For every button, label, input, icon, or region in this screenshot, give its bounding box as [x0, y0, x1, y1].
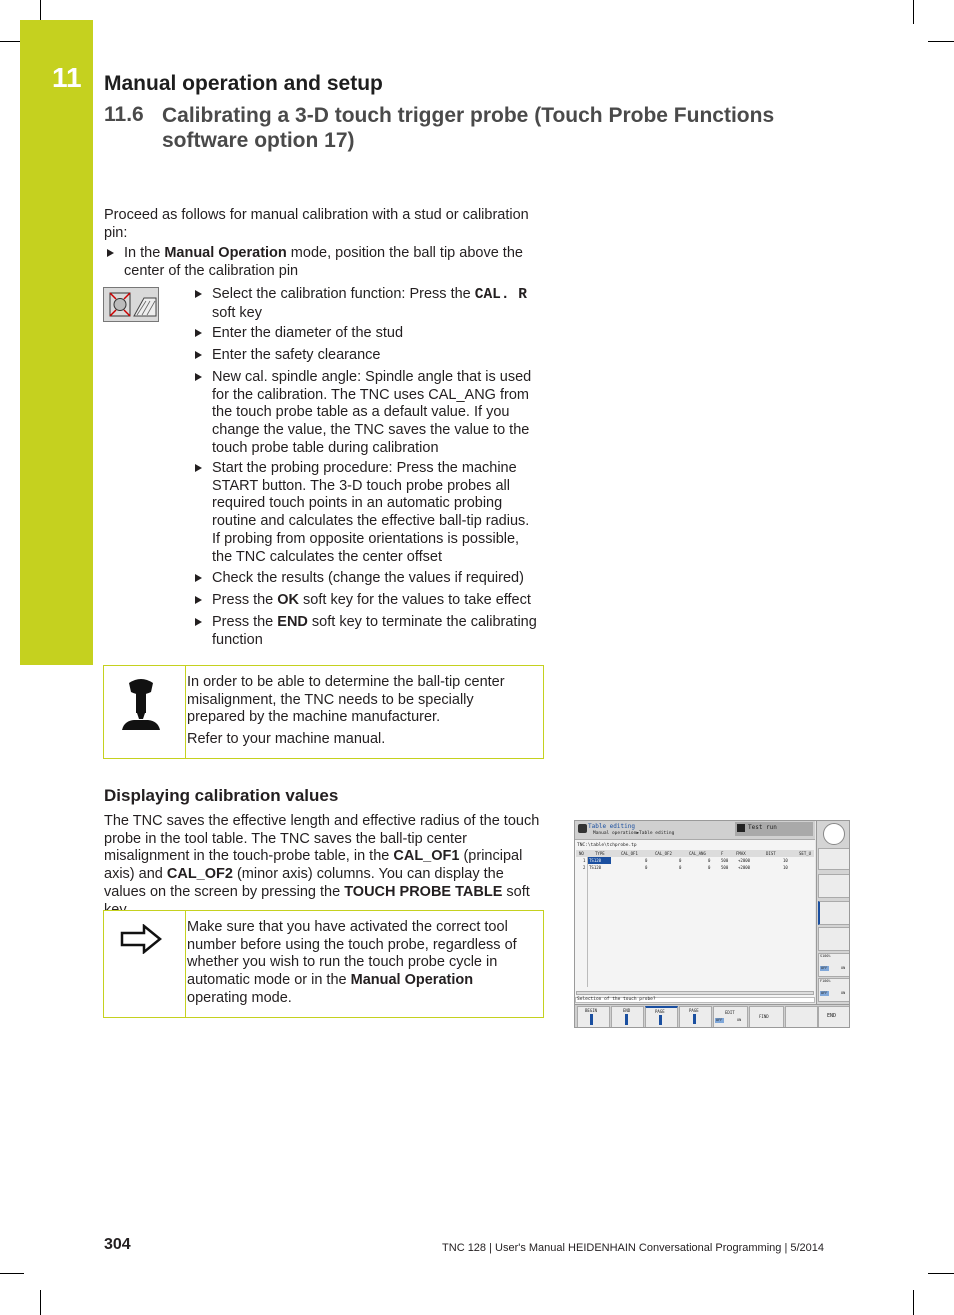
softkey-label: END [827, 1013, 837, 1019]
table-cell: 10 [783, 858, 788, 863]
crop-mark [913, 1290, 914, 1315]
col-header: CAL_ANG [689, 851, 706, 856]
table-cell: 0 [679, 865, 682, 870]
column-divider [587, 857, 588, 987]
chapter-number: 11 [52, 62, 82, 93]
col-header: NO [579, 851, 584, 856]
table-cell: 1 [583, 858, 586, 863]
bullet-arrow-icon [195, 373, 202, 381]
step-item: New cal. spindle angle: Spindle angle that is used for the calibration. The TNC uses CAL_ANG from the touch probe table as a default value. If you change the value, the TNC saves the value to the touch probe table during calibration [212, 369, 532, 456]
table-cell: TS120 [589, 865, 602, 870]
step-item: Press the OK soft key for the values to take effect [212, 592, 531, 608]
bullet-arrow-icon [195, 464, 202, 472]
override-off-label: OFF [821, 991, 828, 995]
col-header: TYPE [595, 851, 605, 856]
bullet-arrow-icon [195, 596, 202, 604]
col-header: DIST [766, 851, 776, 856]
table-cell: +2000 [738, 858, 751, 863]
table-scrollbar[interactable] [576, 991, 814, 995]
table-cell: 0 [708, 865, 711, 870]
edit-state-off: OFF [716, 1018, 723, 1022]
crop-mark [40, 1290, 41, 1315]
col-header: SET_U [799, 851, 812, 856]
section-number: 11.6 [104, 103, 144, 126]
override-off-label: OFF [821, 966, 828, 970]
feed-override-label: F100% [820, 979, 831, 983]
bullet-arrow-icon [195, 290, 202, 298]
screen-path: Manual operation▶Table editing [593, 831, 675, 836]
softkey-label: BEGIN [585, 1008, 598, 1013]
override-on-label: ON [841, 966, 846, 970]
arrow-down-icon [693, 1014, 696, 1024]
softkey-label: END [623, 1008, 631, 1013]
side-softkey[interactable] [818, 927, 850, 951]
softkey-label: PAGE [655, 1009, 665, 1014]
chapter-title: Manual operation and setup [104, 72, 383, 95]
table-area [575, 840, 815, 997]
cal-r-softkey-icon [103, 287, 159, 322]
right-mode: Test run [748, 824, 777, 831]
table-cell: 2 [583, 865, 586, 870]
side-softkey[interactable] [818, 901, 850, 925]
bullet-arrow-icon [107, 249, 114, 257]
softkey-label: EDIT [725, 1010, 735, 1015]
table-cell: +2000 [738, 865, 751, 870]
edit-state-on: ON [737, 1018, 742, 1022]
softkey-label: FIND [759, 1014, 769, 1019]
note-divider [185, 665, 186, 758]
arrow-up-icon [590, 1014, 593, 1025]
col-header: CAL_OF2 [655, 851, 672, 856]
page-number: 304 [104, 1236, 131, 1253]
machine-manufacturer-icon [120, 675, 162, 731]
step-item: Enter the safety clearance [212, 347, 381, 363]
crop-mark [913, 0, 914, 24]
dialog-prompt: Selection of the touch probe? [577, 997, 656, 1002]
crop-mark [0, 1273, 24, 1274]
step-1: In the Manual Operation mode, position the ball tip above the center of the calibration pin [124, 245, 523, 279]
col-header: FMAX [736, 851, 746, 856]
table-cell: TS120 [589, 858, 602, 863]
note-text: Refer to your machine manual. [187, 731, 386, 747]
crop-mark [928, 1273, 954, 1274]
step-item: Enter the diameter of the stud [212, 325, 404, 341]
col-header: CAL_OF1 [621, 851, 638, 856]
side-softkey[interactable] [818, 874, 850, 898]
step-item: Check the results (change the values if required) [212, 570, 524, 586]
mode-icon [578, 824, 587, 833]
footer-text: TNC 128 | User's Manual HEIDENHAIN Conversational Programming | 5/2014 [442, 1242, 824, 1254]
override-on-label: ON [841, 991, 846, 995]
step-item: Select the calibration function: Press the CAL. R soft key [212, 286, 527, 321]
bullet-arrow-icon [195, 329, 202, 337]
softkey-blank[interactable] [785, 1006, 818, 1028]
step-item: Press the END soft key to terminate the calibrating function [212, 614, 537, 648]
chapter-tab [20, 20, 93, 665]
crop-mark [928, 41, 954, 42]
arrow-right-icon [120, 924, 162, 954]
table-cell: 10 [783, 865, 788, 870]
screen-mode: Table editing [588, 823, 635, 830]
intro-paragraph: Proceed as follows for manual calibration with a stud or calibration pin: [104, 207, 529, 241]
table-cell: 0 [708, 858, 711, 863]
arrow-up-icon [659, 1015, 662, 1025]
tnc-screen-screenshot [574, 820, 850, 1028]
table-cell: 500 [721, 858, 729, 863]
bullet-arrow-icon [195, 574, 202, 582]
table-file: TNC:\table\tchprobe.tp [577, 843, 637, 848]
note-text: In order to be able to determine the ball-tip center misalignment, the TNC needs to be specially prepared by the machine manufacturer. [187, 674, 505, 726]
table-cell: 500 [721, 865, 729, 870]
side-softkey[interactable] [818, 848, 850, 870]
table-cell: 0 [679, 858, 682, 863]
col-header: F [721, 851, 724, 856]
subheading: Displaying calibration values [104, 786, 339, 805]
bullet-arrow-icon [195, 351, 202, 359]
softkey-label: PAGE [689, 1008, 699, 1013]
step-item: Start the probing procedure: Press the machine START button. The 3-D touch probe probes all required touch points in an automatic probing routine and calculates the effective ball-tip radius. If probing from opposite orientations is possible, the TNC calculates the center offset [212, 460, 530, 565]
note-text: Make sure that you have activated the correct tool number before using the touch probe, regardless of whether you wish to run the touch probe cycle in automatic mode or in the Manual Operation operating mode. [187, 919, 517, 1006]
bullet-arrow-icon [195, 618, 202, 626]
clock-icon [823, 823, 845, 845]
arrow-down-icon [625, 1014, 628, 1025]
spindle-override-label: S100% [820, 954, 831, 958]
body-paragraph: The TNC saves the effective length and effective radius of the touch probe in the tool table. The TNC saves the ball-tip center misalignment in the touch-probe table, in the CAL_OF1 (principal axis) and CAL_OF2 (minor axis) columns. You can display the values on the screen by pressing the TOUCH PROBE TABLE soft [104, 813, 540, 900]
table-cell: 0 [645, 858, 648, 863]
table-cell: 0 [645, 865, 648, 870]
test-run-icon [737, 824, 745, 832]
note-divider [185, 910, 186, 1017]
section-title: Calibrating a 3-D touch trigger probe (Touch Probe Functions software option 17) [162, 104, 775, 152]
